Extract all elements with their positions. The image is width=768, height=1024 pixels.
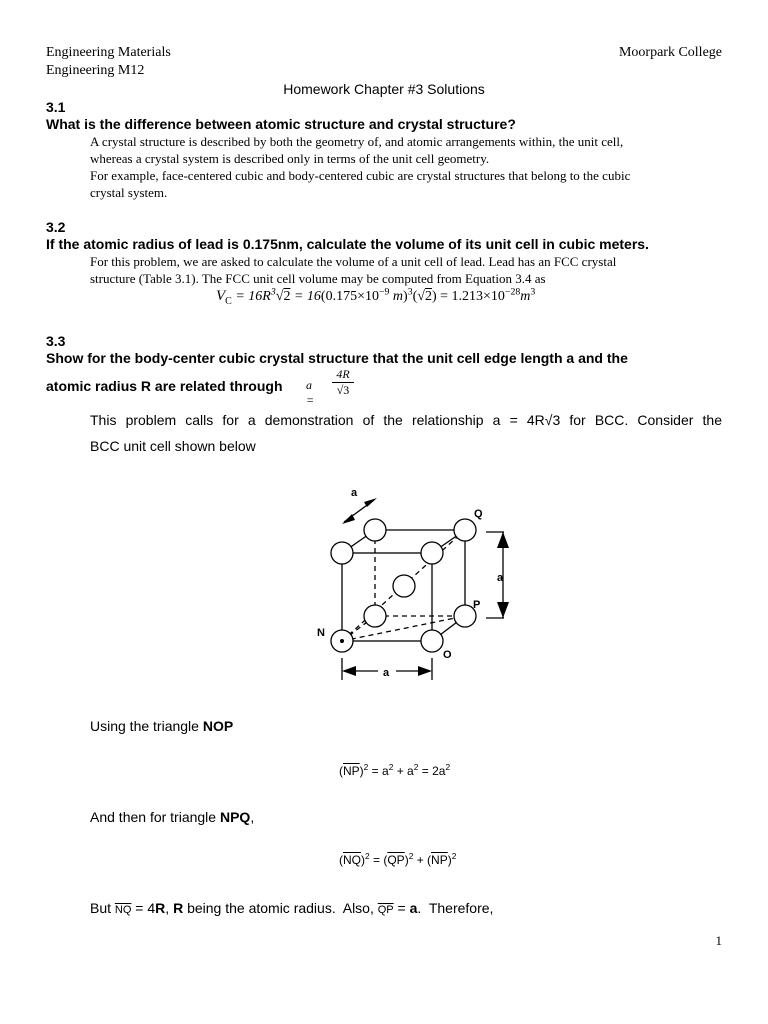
document-title: Homework Chapter #3 Solutions <box>283 81 485 97</box>
label-n: N <box>317 627 325 639</box>
label-q: Q <box>474 508 483 520</box>
answer-3-1 <box>90 133 730 201</box>
question-3-2: If the atomic radius of lead is 0.175nm, calculate the volume of its unit cell in cubic meters. <box>46 236 649 252</box>
equation-unit-cell-volume: $V_C = 16R^3√2 = 16(0.175\times 10^{-9}$ $m)^3(√2) = 1.213\times 10^{-28}m^3$ <box>216 286 536 307</box>
triangle-npq-text: And then for triangle NPQ, <box>90 809 255 825</box>
answer-line: whereas a crystal system is described only in terms of the unit cell geometry. <box>90 151 490 166</box>
question-3-3-prefix: atomic radius R are related through <box>46 378 283 394</box>
question-number-3-3: 3.3 <box>46 333 66 349</box>
equation-nop: $(\overline{NP})^2 = a^2 + a^2 = 2a^2$ <box>339 762 451 778</box>
answer-3-2 <box>90 253 730 287</box>
label-o: O <box>443 649 452 661</box>
answer-line: A crystal structure is described by both the geometry of, and atomic arrangements within, the unit cell, <box>90 134 624 149</box>
question-3-3-line2 <box>46 378 283 394</box>
but-line: But $\overline{NQ} = 4R$, R being the atomic radius. Also, $\overline{QP} = a$. Therefore, <box>90 900 494 916</box>
header-course-code: Engineering M12 <box>46 63 145 78</box>
question-number-3-2: 3.2 <box>46 219 66 235</box>
answer-line: crystal system. <box>90 185 168 200</box>
label-a-bottom: a <box>383 667 390 679</box>
answer-line: For example, face-centered cubic and body-centered cubic are crystal structures that belong to the cubic <box>90 168 631 183</box>
answer-line: structure (Table 3.1). The FCC unit cell volume may be computed from Equation 3.4 as <box>90 271 546 286</box>
bcc-unit-cell-diagram <box>300 480 530 690</box>
label-a-right: a <box>497 572 504 584</box>
header-college: Moorpark College <box>618 45 722 60</box>
triangle-nop-text: Using the triangle NOP <box>90 718 234 734</box>
bcc-intro <box>90 407 722 459</box>
page-number: 1 <box>715 933 722 948</box>
label-p: P <box>473 599 481 611</box>
question-number-3-1: 3.1 <box>46 99 66 115</box>
bcc-intro-line1: This problem calls for a demonstration of the relationship a = 4R√3 for BCC. Consider the <box>90 412 722 428</box>
label-a-top: a <box>351 487 358 499</box>
question-3-3-line1: Show for the body-center cubic crystal structure that the unit cell edge length a and the <box>46 350 628 366</box>
header-course: Engineering Materials <box>46 45 171 60</box>
bcc-intro-line2: BCC unit cell shown below <box>90 438 256 454</box>
answer-line: For this problem, we are asked to calculate the volume of a unit cell of lead. Lead has an FCC crystal <box>90 254 617 269</box>
equation-npq: $(\overline{NQ})^2 = (\overline{QP})^2 + (\overline{NP})^2$ <box>339 851 457 867</box>
question-3-1: What is the difference between atomic structure and crystal structure? <box>46 116 516 132</box>
